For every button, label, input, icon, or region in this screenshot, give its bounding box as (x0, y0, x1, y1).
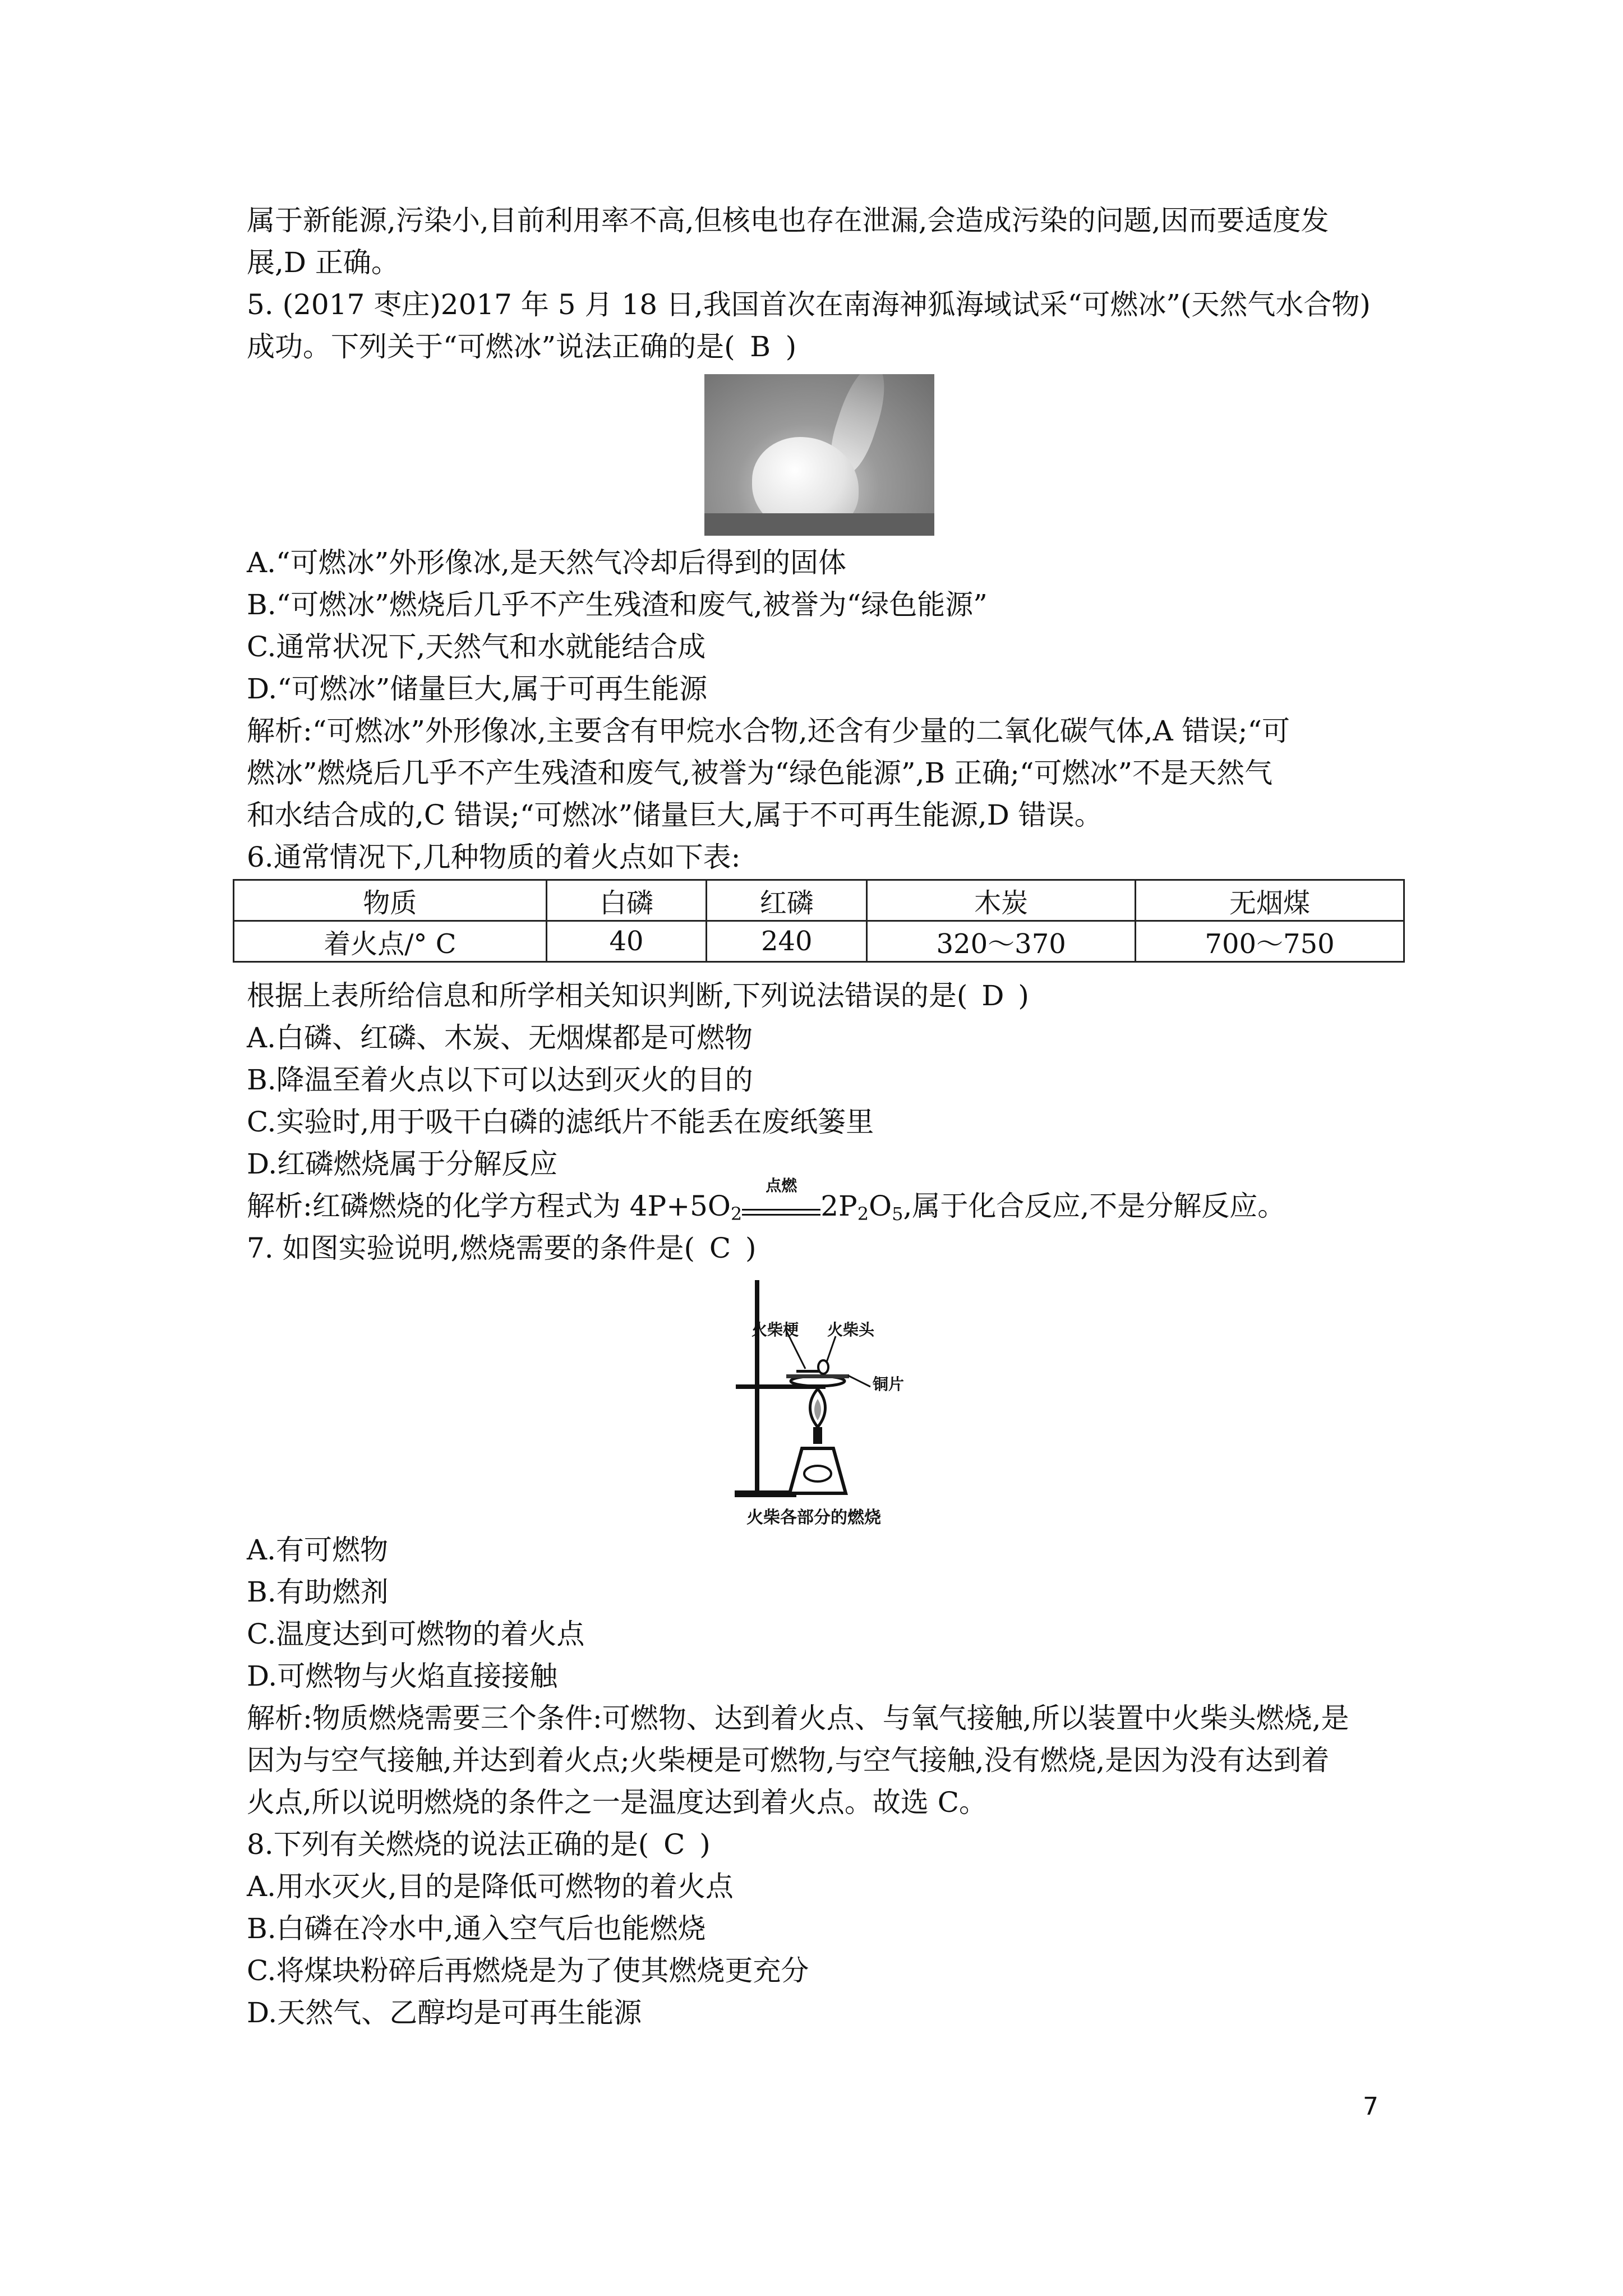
q8-option-b: B.白磷在冷水中,通入空气后也能燃烧 (247, 1912, 706, 1945)
table-row (234, 921, 1404, 962)
q5-answer: B (750, 330, 771, 363)
stand-base (735, 1490, 796, 1497)
photo-ground-shape (704, 513, 934, 536)
q8-stem: 8.下列有关燃烧的说法正确的是( C ) (247, 1825, 711, 1864)
table-header-cell: 白磷 (546, 880, 707, 921)
q8-answer: C (663, 1828, 685, 1861)
table-header-row (234, 880, 1404, 921)
q5-analysis-line-3: 和水结合成的,C 错误;“可燃冰”储量巨大,属于不可再生能源,D 错误。 (247, 799, 1103, 831)
alcohol-lamp (790, 1448, 846, 1493)
q7-stem: 7. 如图实验说明,燃烧需要的条件是( C ) (247, 1228, 757, 1268)
combustible-ice-photo (704, 374, 934, 536)
table-header-cell: 红磷 (707, 880, 867, 921)
q7-analysis-line-3: 火点,所以说明燃烧的条件之一是温度达到着火点。故选 C。 (247, 1786, 988, 1819)
q6-analysis-equation: 解析:红磷燃烧的化学方程式为 $4P+5O_2$ 点燃 $2P_2O_5$,属于化合反应,不是分解反应。 (247, 1176, 1286, 1225)
figure-caption: 火柴各部分的燃烧 (746, 1508, 881, 1527)
q7-option-a: A.有可燃物 (247, 1534, 389, 1566)
q6-question: 根据上表所给信息和所学相关知识判断,下列说法错误的是( D ) (247, 976, 1029, 1015)
q6-option-a: A.白磷、红磷、木炭、无烟煤都是可燃物 (247, 1022, 753, 1054)
q7-answer: C (709, 1232, 731, 1264)
q5-option-a: A.“可燃冰”外形像冰,是天然气冷却后得到的固体 (247, 546, 847, 579)
q6-stem: 6.通常情况下,几种物质的着火点如下表: (247, 841, 741, 873)
table-cell: 40 (546, 921, 707, 962)
q5-option-c: C.通常状况下,天然气和水就能结合成 (247, 631, 706, 663)
match-stick (796, 1370, 819, 1373)
table-cell: 240 (707, 921, 867, 962)
label-match-stick: 火柴梗 (751, 1320, 799, 1339)
q7-analysis-line-1: 解析:物质燃烧需要三个条件:可燃物、达到着火点、与氧气接触,所以装置中火柴头燃烧,是 (247, 1702, 1349, 1734)
q6-option-b: B.降温至着火点以下可以达到灭火的目的 (247, 1064, 753, 1096)
q5-stem-line-2: 成功。下列关于“可燃冰”说法正确的是( B ) (247, 327, 796, 366)
table-cell: 320～370 (867, 921, 1136, 962)
match-burning-apparatus (723, 1280, 903, 1538)
q5-analysis-line-1: 解析:“可燃冰”外形像冰,主要含有甲烷水合物,还含有少量的二氧化碳气体,A 错误;“可 (247, 715, 1290, 747)
page-number: 7 (1363, 2092, 1378, 2121)
lamp-wick-holder (813, 1427, 822, 1444)
table-row-label: 着火点/° C (234, 921, 547, 962)
q5-option-b: B.“可燃冰”燃烧后几乎不产生残渣和废气,被誉为“绿色能源” (247, 588, 988, 621)
label-copper-sheet: 铜片 (873, 1375, 905, 1393)
match-head (818, 1360, 828, 1374)
table-cell: 700～750 (1136, 921, 1404, 962)
q6-answer: D (981, 979, 1004, 1012)
q8-option-a: A.用水灭火,目的是降低可燃物的着火点 (247, 1870, 734, 1903)
leader-line-head (827, 1336, 836, 1362)
q7-option-c: C.温度达到可燃物的着火点 (247, 1618, 585, 1650)
reaction-condition: 点燃 (742, 1197, 820, 1216)
q8-option-c: C.将煤块粉碎后再燃烧是为了使其燃烧更充分 (247, 1954, 809, 1987)
q7-option-b: B.有助燃剂 (247, 1576, 389, 1608)
table-header-cell: 木炭 (867, 880, 1136, 921)
ignition-point-table (233, 879, 1405, 963)
q5-analysis-line-2: 燃冰”燃烧后几乎不产生残渣和废气,被誉为“绿色能源”,B 正确;“可燃冰”不是天然气 (247, 757, 1273, 789)
table-header-cell: 物质 (234, 880, 547, 921)
q5-option-d: D.“可燃冰”储量巨大,属于可再生能源 (247, 673, 708, 705)
prev-analysis-line-1: 属于新能源,污染小,目前利用率不高,但核电也存在泄漏,会造成污染的问题,因而要适度发 (247, 204, 1329, 237)
copper-sheet (786, 1374, 849, 1378)
table-header-cell: 无烟煤 (1136, 880, 1404, 921)
label-match-head: 火柴头 (827, 1320, 875, 1339)
leader-line-copper (848, 1375, 870, 1387)
q5-stem-line-1: 5. (2017 枣庄)2017 年 5 月 18 日,我国首次在南海神狐海域试采“可燃冰”(天然气水合物) (247, 288, 1371, 321)
q7-analysis-line-2: 因为与空气接触,并达到着火点;火柴梗是可燃物,与空气接触,没有燃烧,是因为没有达到着 (247, 1744, 1330, 1777)
prev-analysis-line-2: 展,D 正确。 (247, 246, 399, 279)
q8-option-d: D.天然气、乙醇均是可再生能源 (247, 1996, 642, 2029)
q6-option-d: D.红磷燃烧属于分解反应 (247, 1148, 558, 1180)
q7-option-d: D.可燃物与火焰直接接触 (247, 1660, 558, 1692)
q6-option-c: C.实验时,用于吸干白磷的滤纸片不能丢在废纸篓里 (247, 1106, 874, 1138)
